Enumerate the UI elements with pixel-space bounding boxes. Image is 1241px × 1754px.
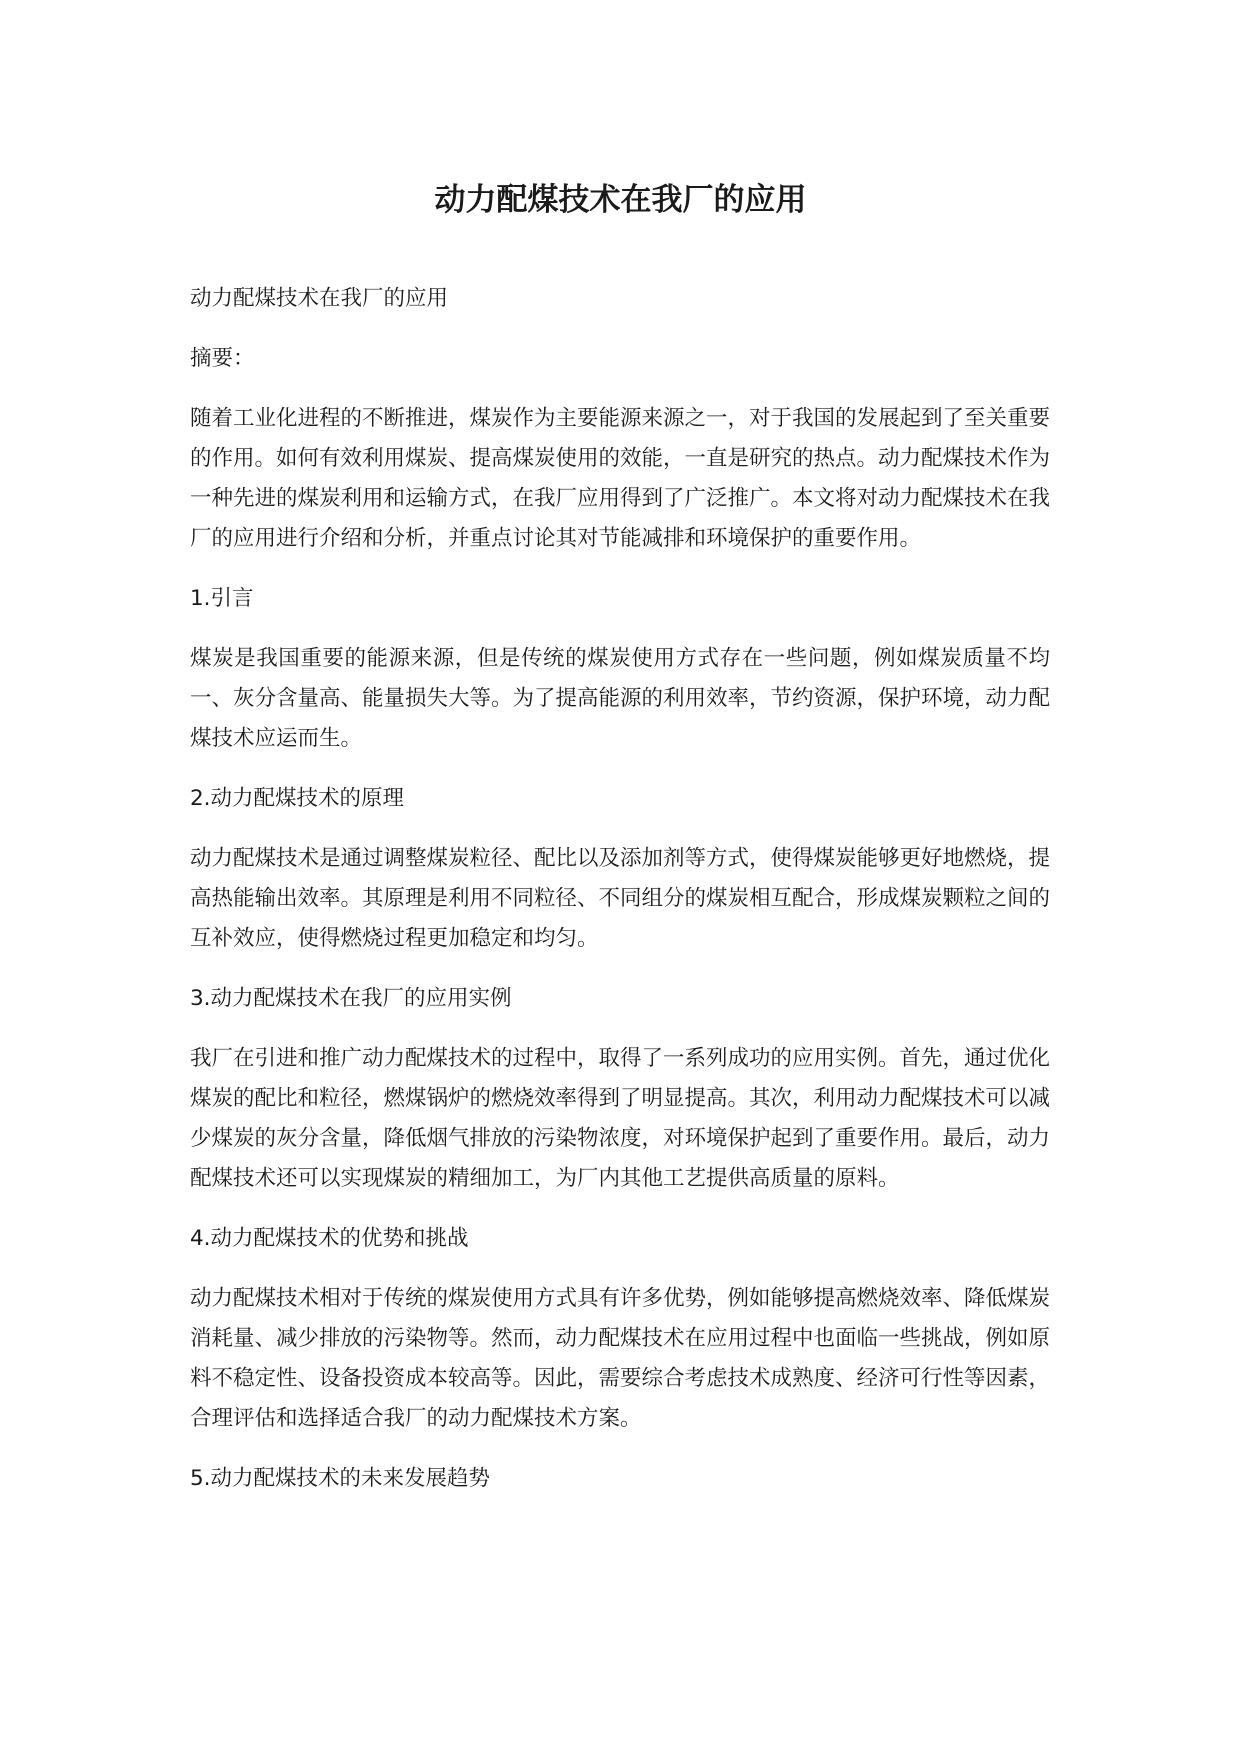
document-body [190,279,1050,1519]
section-heading-advantages: 4.动力配煤技术的优势和挑战 [190,1226,469,1251]
section-heading-future: 5.动力配煤技术的未来发展趋势 [190,1466,491,1491]
section-heading-application: 3.动力配煤技术在我厂的应用实例 [190,986,512,1011]
application-paragraph: 我厂在引进和推广动力配煤技术的过程中，取得了一系列成功的应用实例。首先，通过优化煤炭的配比和粒径，燃煤锅炉的燃烧效率得到了明显提高。其次，利用动力配煤技术可以减少煤炭的灰分含量，降低烟气排放的污染物浓度，对环境保护起到了重要作用。最后，动力配煤技术还可以实现煤炭的精细加工，为厂内其他工艺提供高质量的原料。 [190,1046,1051,1191]
section-heading-principle: 2.动力配煤技术的原理 [190,786,405,811]
principle-paragraph: 动力配煤技术是通过调整煤炭粒径、配比以及添加剂等方式，使得煤炭能够更好地燃烧，提高热能输出效率。其原理是利用不同粒径、不同组分的煤炭相互配合，形成煤炭颗粒之间的互补效应，使得燃烧过程更加稳定和均匀。 [190,846,1051,951]
section-heading-introduction: 1.引言 [190,586,254,611]
abstract-label: 摘要： [190,346,255,371]
advantages-paragraph: 动力配煤技术相对于传统的煤炭使用方式具有许多优势，例如能够提高燃烧效率、降低煤炭消耗量、减少排放的污染物等。然而，动力配煤技术在应用过程中也面临一些挑战，例如原料不稳定性、设备投资成本较高等。因此，需要综合考虑技术成熟度、经济可行性等因素，合理评估和选择适合我厂的动力配煤技术方案。 [190,1286,1051,1431]
document-title: 动力配煤技术在我厂的应用 [434,182,807,218]
introduction-paragraph: 煤炭是我国重要的能源来源，但是传统的煤炭使用方式存在一些问题，例如煤炭质量不均一、灰分含量高、能量损失大等。为了提高能源的利用效率，节约资源，保护环境，动力配煤技术应运而生。 [190,646,1051,751]
abstract-paragraph: 随着工业化进程的不断推进，煤炭作为主要能源来源之一，对于我国的发展起到了至关重要的作用。如何有效利用煤炭、提高煤炭使用的效能，一直是研究的热点。动力配煤技术作为一种先进的煤炭利用和运输方式，在我厂应用得到了广泛推广。本文将对动力配煤技术在我厂的应用进行介绍和分析，并重点讨论其对节能减排和环境保护的重要作用。 [190,406,1051,551]
subtitle-paragraph: 动力配煤技术在我厂的应用 [190,286,449,311]
